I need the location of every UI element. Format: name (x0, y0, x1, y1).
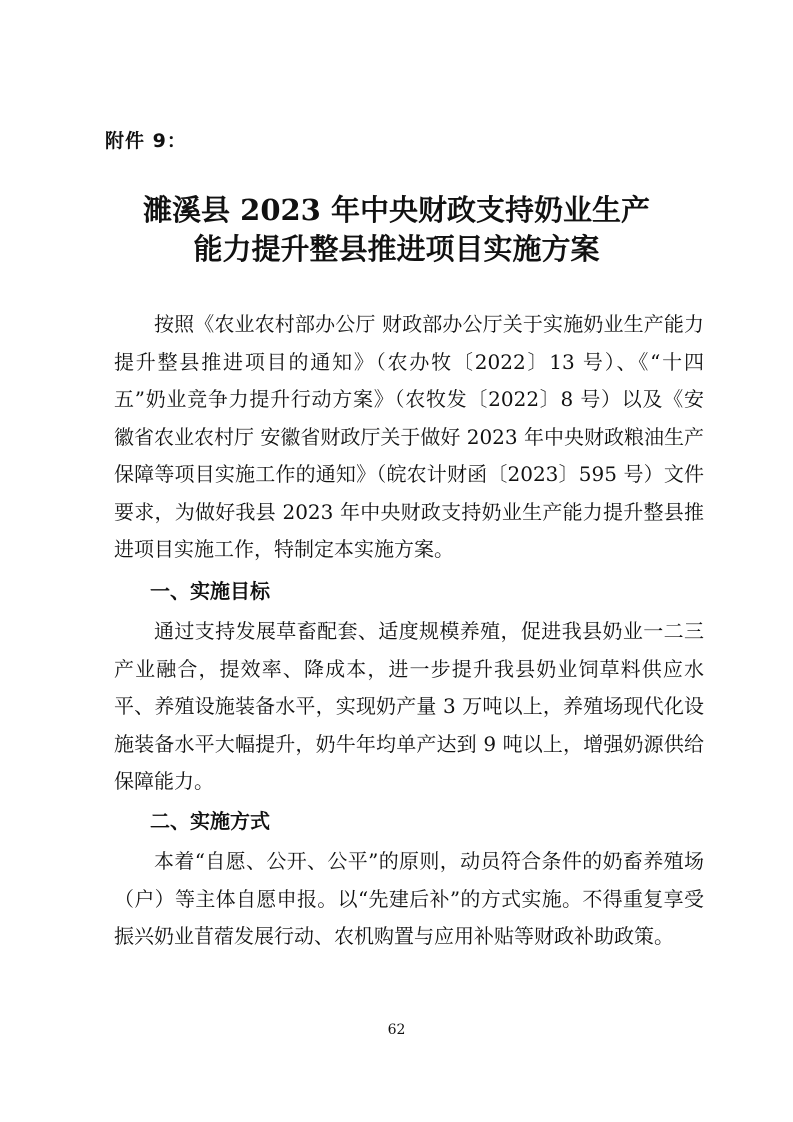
section-1-heading: 一、实施目标 (150, 579, 270, 603)
section-1-paragraph: 通过支持发展草畜配套、适度规模养殖，促进我县奶业一二三产业融合，提效率、降成本，进一步提升我县奶业饲草料供应水平、养殖设施装备水平，实现奶产量 3 万吨以上，养殖场现代化设施装备水平大幅提升，奶牛年均单产达到 9 吨以上，增强奶源供给保障能力。 (114, 619, 704, 793)
page-number: 62 (387, 1022, 406, 1038)
intro-paragraph: 按照《农业农村部办公厅 财政部办公厅关于实施奶业生产能力提升整县推进项目的通知》（农办牧〔2022〕13 号）、《“十四五”奶业竞争力提升行动方案》（农牧发〔2022〕8 号）以及《安徽省农业农村厅 安徽省财政厅关于做好 2023 年中央财政粮油生产保障等项目实施工作的通知》（皖农计财函〔2023〕595 号）文件要求，为做好我县 2023 年中央财政支持奶业生产能力提升整县推进项目实施工作，特制定本实施方案。 (114, 312, 704, 561)
title-line-2: 能力提升整县推进项目实施方案 (193, 232, 600, 266)
attachment-label: 附件 9： (105, 130, 187, 152)
section-2-heading: 二、实施方式 (150, 809, 270, 833)
title-line-1: 濉溪县 2023 年中央财政支持奶业生产 (143, 193, 650, 227)
section-2-paragraph: 本着“自愿、公开、公平”的原则，动员符合条件的奶畜养殖场（户）等主体自愿申报。以“先建后补”的方式实施。不得重复享受振兴奶业苜蓿发展行动、农机购置与应用补贴等财政补助政策。 (114, 849, 704, 948)
